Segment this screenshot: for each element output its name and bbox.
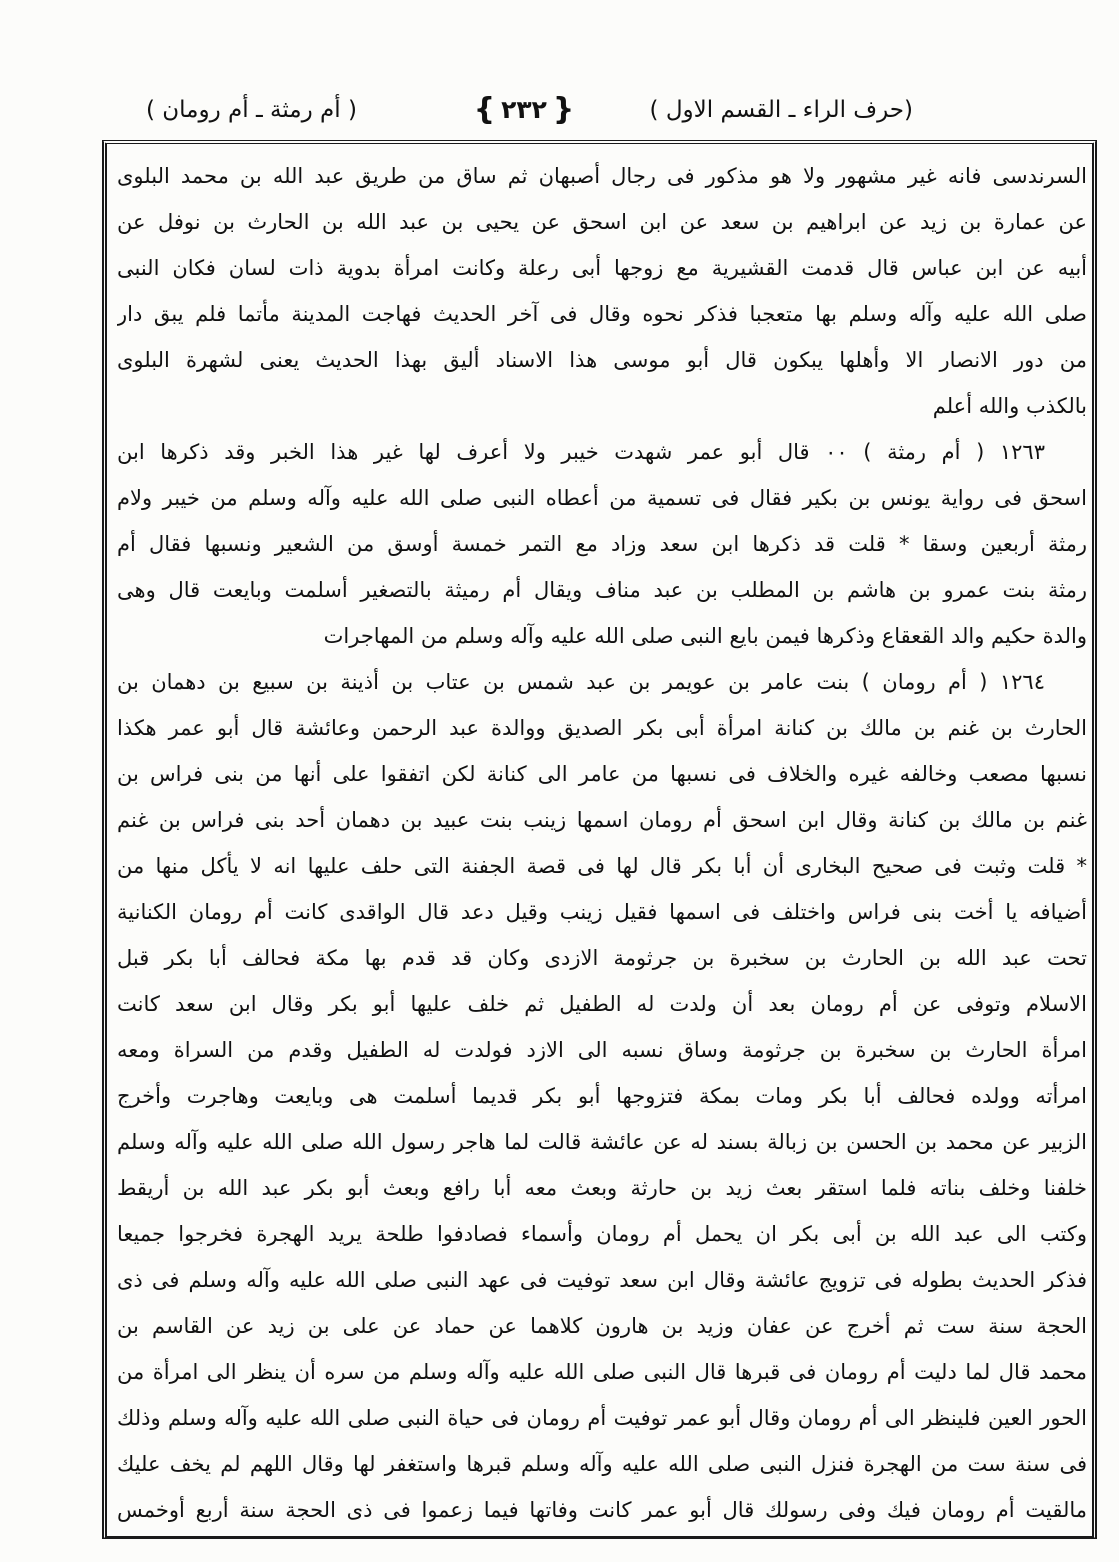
- running-header: [0, 90, 1119, 130]
- left-bracket-ornament: [474, 90, 495, 130]
- text-line: أبيه عن ابن عباس قال قدمت القشيرية مع زوجها أبى رعلة وكانت امرأة بدوية ذات لسان فكان النبى: [117, 256, 1087, 280]
- entry-heading-line: ١٢٦٤ ( أم رومان ) بنت عامر بن عويمر بن عبد شمس بن عتاب بن أذينة بن سبيع بن دهمان بن: [117, 670, 1045, 694]
- text-line: فذكر الحديث بطوله فى تزويج عائشة وقال ابن سعد توفيت فى عهد النبى صلى الله عليه وآله وسلم فى ذى: [117, 1268, 1087, 1292]
- text-line: مالقيت أم رومان فيك وفى رسولك قال أبو عمر كانت وفاتها فيما زعموا فى ذى الحجة سنة أربع أوخمس: [117, 1498, 1087, 1522]
- text-line: بالكذب والله أعلم: [932, 394, 1087, 418]
- text-line: نسبها مصعب وخالفه غيره والخلاف فى نسبها من عامر الى كنانة لكن اتفقوا على أنها من بنى فراس بن: [117, 762, 1087, 786]
- text-line: والدة حكيم والد القعقاع وذكرها فيمن بايع النبى صلى الله عليه وآله وسلم من المهاجرات: [323, 624, 1087, 648]
- page-number-group: [462, 90, 586, 130]
- text-line: فى سنة ست من الهجرة فنزل النبى صلى الله عليه وآله وسلم قبرها واستغفر لها وقال اللهم لم يخف عليك: [117, 1452, 1087, 1476]
- text-line: وكتب الى عبد الله بن أبى بكر ان يحمل أم رومان وأسماء فصادفوا طلحة يريد الهجرة فخرجوا جميعا: [117, 1222, 1087, 1246]
- entry-heading-line: ١٢٦٣ ( أم رمثة ) ٠٠ قال أبو عمر شهدت خيبر ولا أعرف لها غير هذا الخبر وقد ذكرها ابن: [117, 440, 1045, 464]
- text-line: الحور العين فلينظر الى أم رومان وقال أبو عمر توفيت أم رومان فى حياة النبى صلى الله عليه وآله وسلم وذلك: [117, 1406, 1087, 1430]
- text-line: أضيافه يا أخت بنى فراس واختلف فى اسمها فقيل زينب وقيل دعد قال الواقدى كانت أم رومان الكنانية: [117, 900, 1087, 924]
- page-number: ٢٣٢: [501, 95, 547, 124]
- text-line: امرأة الحارث بن سخبرة بن جرثومة وساق نسبه الى الازد فولدت له الطفيل وقدم من السراة ومعه: [117, 1038, 1087, 1062]
- text-line: تحت عبد الله بن الحارث بن سخبرة بن جرثومة الازدى وكان قد قدم بها مكة فحالف أبا بكر قبل: [117, 946, 1087, 970]
- running-head-entries: ( أم رمثة ـ أم رومان ): [146, 97, 357, 123]
- text-line: محمد قال لما دليت أم رومان فى قبرها قال النبى صلى الله عليه وآله وسلم من سره أن ينظر الى امرأة من: [117, 1360, 1087, 1384]
- text-line: رمثة بنت عمرو بن هاشم بن المطلب بن عبد مناف ويقال أم رميثة بالتصغير أسلمت وبايعت قال وهى: [117, 578, 1087, 602]
- text-line: السرندسى فانه غير مشهور ولا هو مذكور فى رجال أصبهان ثم ساق من طريق عبد الله بن محمد البلوى: [117, 164, 1087, 188]
- text-line: الحارث بن غنم بن مالك بن كنانة امرأة أبى بكر الصديق ووالدة عبد الرحمن وعائشة قال أبو عمر هكذا: [117, 716, 1087, 740]
- text-line: عن عمارة بن زيد عن ابراهيم بن سعد عن ابن اسحق عن يحيى بن عبد الله بن الحارث بن نوفل عن: [117, 210, 1087, 234]
- text-line: امرأته وولده فحالف أبا بكر ومات بمكة فتزوجها أبو بكر قديما أسلمت هى وبايعت وهاجرت وأخرج: [117, 1084, 1087, 1108]
- page-body: [117, 153, 1087, 1533]
- text-line: الزبير عن محمد بن الحسن بن زبالة بسند له عن عائشة قالت لما هاجر رسول الله صلى الله عليه وآله وسلم: [117, 1130, 1087, 1154]
- text-line: رمثة أربعين وسقا * قلت قد ذكرها ابن سعد وزاد مع التمر خمسة أوسق من الشعير ونسبها فقال أم: [117, 532, 1087, 556]
- running-head-section: (حرف الراء ـ القسم الاول ): [649, 97, 913, 123]
- text-line: صلى الله عليه وآله وسلم بها متعجبا فذكر نحوه وقال فى آخر الحديث فهاجت المدينة مأتما فلم يبق دار: [117, 302, 1087, 326]
- text-line: الحجة سنة ست ثم أخرج عن عفان وزيد بن هارون كلاهما عن حماد عن على بن زيد عن القاسم بن: [117, 1314, 1087, 1338]
- text-line: غنم بن مالك بن كنانة وقال ابن اسحق أم رومان اسمها زينب بنت عبيد بن دهمان أحد بنى فراس بن غنم: [117, 808, 1087, 832]
- text-line: * قلت وثبت فى صحيح البخارى أن أبا بكر قال لها فى قصة الجفنة التى حلف عليها انه لا يأكل منها من: [117, 854, 1087, 878]
- right-bracket-ornament: [553, 90, 574, 130]
- text-line: اسحق فى رواية يونس بن بكير فقال فى تسمية من أعطاه النبى صلى الله عليه وآله وسلم من خيبر ولام: [117, 486, 1087, 510]
- text-line: الاسلام وتوفى عن أم رومان بعد أن ولدت له الطفيل ثم خلف عليها أبو بكر وقال ابن سعد كانت: [117, 992, 1087, 1016]
- text-line: خلفنا وخلف بناته فلما استقر بعث زيد بن حارثة وبعث معه أبا رافع وبعث أبو بكر عبد الله بن أريقط: [117, 1176, 1087, 1200]
- text-line: من دور الانصار الا وأهلها يبكون قال أبو موسى هذا الاسناد أليق بهذا الحديث يعنى لشهرة البلوى: [117, 348, 1087, 372]
